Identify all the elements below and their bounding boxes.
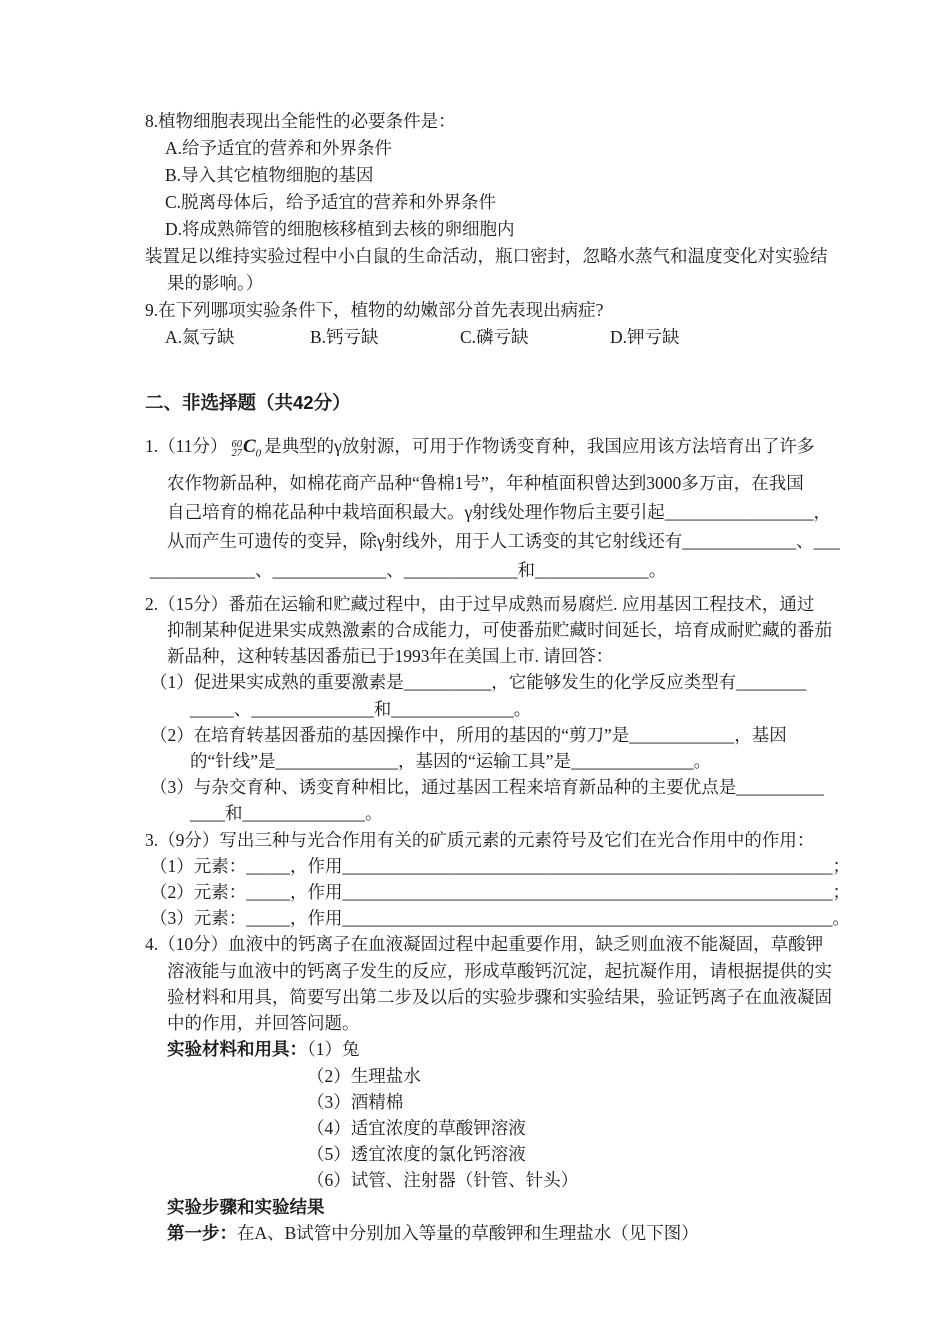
material-item-6: （6）试管、注射器（针管、针头） — [307, 1170, 579, 1191]
question-8-stem: 8.植物细胞表现出全能性的必要条件是： — [145, 111, 456, 131]
question-2-sub-3-line-2: ____和______________。 — [190, 803, 383, 824]
question-4-line-2: 溶液能与血液中的钙离子发生的反应，形成草酸钙沉淀，起抗凝作用，请根据提供的实 — [167, 960, 832, 981]
question-1 — [145, 432, 840, 585]
question-4-line-4: 中的作用，并回答问题。 — [167, 1013, 360, 1034]
step-1-text: 在A、B试管中分别加入等量的草酸钾和生理盐水（见下图） — [237, 1222, 699, 1243]
question-2-sub-2-line-2: 的“针线”是______________，基因的“运输工具”是______________。 — [190, 751, 712, 772]
question-1-line-4: 从而产生可遗传的变异，除γ射线外，用于人工诱变的其它射线还有_____________、___ — [167, 530, 840, 551]
question-8-option-a: A.给予适宜的营养和外界条件 — [165, 138, 393, 158]
question-9-option-b: B.钙亏缺 — [310, 327, 379, 347]
isotope-mass: 60 — [231, 438, 242, 450]
step-1-line — [145, 1220, 825, 1246]
question-8 — [145, 108, 828, 297]
question-9-options-row — [145, 324, 825, 351]
question-8-note-line-1: 装置足以维持实验过程中小白鼠的生命活动，瓶口密封，忽略水蒸气和温度变化对实验结 — [145, 246, 828, 266]
isotope-subscript: 0 — [255, 447, 262, 460]
question-2-sub-1-line-1: （1）促进果实成熟的重要激素是__________，它能够发生的化学反应类型有________ — [150, 672, 807, 693]
question-1-line-1 — [145, 432, 825, 469]
question-2-sub-2-line-1: （2）在培育转基因番茄的基因操作中，所用的基因的“剪刀”是____________，基因 — [150, 724, 787, 745]
isotope-stack — [231, 440, 242, 459]
question-3-stem: 3.（9分）写出三种与光合作用有关的矿质元素的元素符号及它们在光合作用中的作用： — [145, 829, 815, 850]
question-1-line-1-text: 是典型的γ放射源，可用于作物诱变育种，我国应用该方法培育出了许多 — [264, 436, 815, 457]
question-1-line-2: 农作物新品种，如棉花商产品种“鲁棉1号”，年种植面积曾达到3000多万亩，在我国 — [167, 472, 804, 493]
question-2-line-2: 抑制某种促进果实成熟激素的合成能力，可使番茄贮藏时间延长，培育成耐贮藏的番茄 — [167, 620, 832, 641]
question-3 — [145, 827, 850, 932]
question-4-line-3: 验材料和用具，简要写出第二步及以后的实验步骤和实验结果，验证钙离子在血液凝固 — [167, 986, 832, 1007]
question-4-line-1: 4.（10分）血液中的钙离子在血液凝固过程中起重要作用，缺乏则血液不能凝固，草酸钾 — [145, 934, 824, 955]
question-8-note-line-2: 果的影响。） — [167, 273, 264, 293]
materials-label: 实验材料和用具： — [167, 1039, 307, 1060]
question-9-option-a: A.氮亏缺 — [165, 327, 235, 347]
question-9-option-c: C.磷亏缺 — [460, 327, 529, 347]
material-item-5: （5）透宜浓度的氯化钙溶液 — [307, 1144, 526, 1165]
steps-heading: 实验步骤和实验结果 — [167, 1196, 325, 1217]
question-9-option-d: D.钾亏缺 — [610, 327, 680, 347]
step-1-label: 第一步： — [167, 1222, 237, 1243]
question-9-stem: 9.在下列哪项实验条件下，植物的幼嫩部分首先表现出病症? — [145, 300, 604, 320]
isotope-atomic-number: 27 — [231, 448, 242, 460]
question-2-line-1: 2.（15分）番茄在运输和贮藏过程中，由于过早成熟而易腐烂. 应用基因工程技术，通过 — [145, 593, 815, 614]
question-3-item-3: （3）元素：_____，作用________________________________________________________。 — [150, 908, 850, 929]
question-8-option-d: D.将成熟筛管的细胞核移植到去核的卵细胞内 — [165, 219, 515, 239]
material-item-3: （3）酒精棉 — [307, 1091, 404, 1112]
material-item-2: （2）生理盐水 — [307, 1065, 421, 1086]
isotope-symbol: C — [242, 436, 256, 458]
material-item-4: （4）适宜浓度的草酸钾溶液 — [307, 1117, 526, 1138]
question-8-option-b: B.导入其它植物细胞的基因 — [165, 165, 374, 185]
question-1-line-5-blanks: ____________、_____________、_____________和_____________。 — [150, 559, 667, 580]
question-4-materials-line — [145, 1036, 825, 1062]
question-3-item-2: （2）元素：_____，作用________________________________________________________； — [150, 882, 850, 903]
question-3-item-1: （1）元素：_____，作用________________________________________________________； — [150, 855, 850, 876]
question-2-sub-1-line-2: _____、______________和______________。 — [190, 698, 532, 719]
question-1-number: 1.（11分） — [145, 436, 228, 457]
question-2-sub-3-line-1: （3）与杂交育种、诱变育种相比，通过基因工程来培育新品种的主要优点是__________ — [150, 777, 824, 798]
section-2-heading: 二、非选择题（共42分） — [145, 392, 351, 413]
question-1-line-3: 自己培育的棉花品种中栽培面积最大。γ射线处理作物后主要引起_________________， — [167, 501, 831, 522]
question-2 — [145, 591, 832, 827]
material-item-1: （1）兔 — [307, 1039, 360, 1060]
isotope-notation — [231, 432, 261, 469]
question-4 — [145, 931, 832, 1245]
question-2-line-3: 新品种，这种转基因番茄已于1993年在美国上市. 请回答： — [167, 646, 614, 667]
question-8-option-c: C.脱离母体后，给予适宜的营养和外界条件 — [165, 192, 497, 212]
question-9 — [145, 297, 825, 351]
